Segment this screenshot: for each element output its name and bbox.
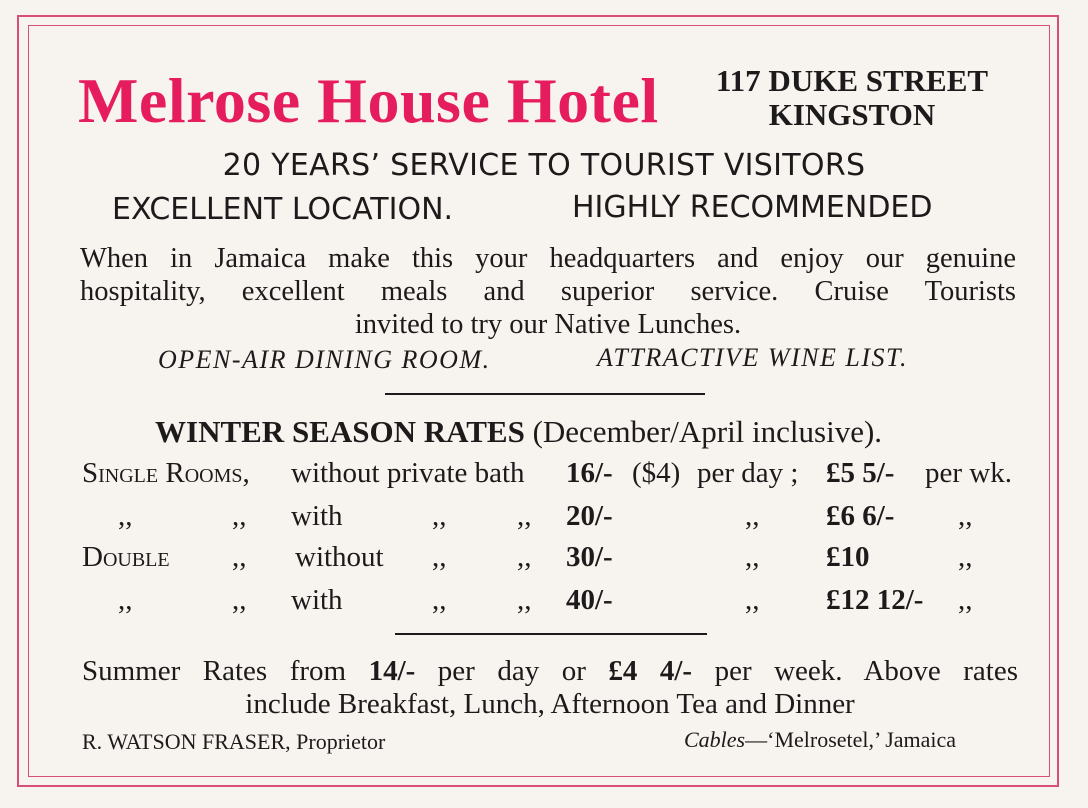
proprietor-name: R. WATSON FRASER,: [82, 729, 291, 754]
address-street: 117 DUKE STREET: [715, 63, 989, 98]
hotel-address: [692, 64, 1012, 132]
cables-value: —‘Melrosetel,’ Jamaica: [745, 727, 957, 752]
divider-top: [385, 393, 705, 395]
rate-row4-ditto-bath: ,,: [432, 584, 447, 616]
proprietor-role: Proprietor: [296, 729, 386, 754]
tagline-years: 20 YEARS’ SERVICE TO TOURIST VISITORS: [222, 148, 866, 183]
rate-row1-weekly: £5 5/-: [826, 457, 895, 489]
intro-line-2: hospitality, excellent meals and superior service. Cruise Tourists: [80, 276, 1016, 307]
rate-row2-ditto-type: ,,: [232, 500, 247, 532]
rate-row2-daily: 20/-: [566, 500, 613, 532]
feature-dining: OPEN-AIR DINING ROOM.: [158, 345, 491, 374]
rate-row4-ditto-perwk: ,,: [958, 584, 973, 616]
divider-bottom: [395, 633, 707, 635]
hotel-title: Melrose House Hotel: [78, 65, 659, 136]
rate-row1-daily-usd: ($4): [632, 457, 681, 489]
cables-label: Cables: [684, 727, 746, 752]
feature-wine: ATTRACTIVE WINE LIST.: [597, 343, 909, 372]
proprietor: [82, 729, 385, 755]
rate-row2-ditto-bath: ,,: [432, 500, 447, 532]
rate-row2-weekly: £6 6/-: [826, 500, 895, 532]
rate-row1-room: Single Rooms,: [82, 457, 250, 489]
rate-row1-daily: 16/-: [566, 457, 613, 489]
rate-row3-ditto-type: ,,: [232, 541, 247, 573]
tagline-location: EXCELLENT LOCATION.: [112, 192, 454, 227]
address-city: KINGSTON: [768, 97, 936, 132]
rate-row4-daily: 40/-: [566, 584, 613, 616]
winter-period: (December/April inclusive).: [532, 414, 883, 449]
rate-row4-ditto-perday: ,,: [745, 584, 760, 616]
rate-row1-per-day: per day ;: [697, 457, 799, 489]
summer-rates-line: [82, 655, 1018, 688]
cables-address: [684, 727, 956, 753]
rate-row3-ditto-bath2: ,,: [517, 541, 532, 573]
rate-row3-weekly: £10: [826, 541, 870, 573]
rate-row2-desc: with: [291, 500, 343, 532]
rate-row3-ditto-perwk: ,,: [958, 541, 973, 573]
intro-line-3: invited to try our Native Lunches.: [354, 309, 742, 340]
summer-prefix: Summer Rates from: [82, 655, 347, 687]
summer-weekly: £4 4/-: [608, 655, 693, 687]
summer-daily: 14/-: [368, 655, 416, 687]
rate-row4-desc: with: [291, 584, 343, 616]
rate-row4-ditto-type: ,,: [232, 584, 247, 616]
rate-row4-ditto-room: ,,: [118, 584, 133, 616]
rate-row3-ditto-bath: ,,: [432, 541, 447, 573]
rate-row3-desc: without: [295, 541, 384, 573]
rate-row1-desc: without private bath: [291, 457, 525, 489]
winter-heading: [155, 414, 882, 450]
tagline-recommended: HIGHLY RECOMMENDED: [572, 190, 933, 225]
intro-line-1: When in Jamaica make this your headquarters and enjoy our genuine: [80, 243, 1016, 274]
rate-row3-room: Double: [82, 541, 170, 573]
summer-inclusions: include Breakfast, Lunch, Afternoon Tea and Dinner: [245, 688, 855, 720]
rate-row2-ditto-room: ,,: [118, 500, 133, 532]
winter-title: WINTER SEASON RATES: [155, 414, 525, 449]
rate-row4-weekly: £12 12/-: [826, 584, 924, 616]
rate-row2-ditto-perwk: ,,: [958, 500, 973, 532]
summer-suffix: per week. Above rates: [714, 655, 1018, 687]
rate-row1-per-week: per wk.: [925, 457, 1012, 489]
rate-row3-daily: 30/-: [566, 541, 613, 573]
rate-row4-ditto-bath2: ,,: [517, 584, 532, 616]
summer-mid: per day or: [437, 655, 586, 687]
rate-row3-ditto-perday: ,,: [745, 541, 760, 573]
rate-row2-ditto-bath2: ,,: [517, 500, 532, 532]
rate-row2-ditto-perday: ,,: [745, 500, 760, 532]
